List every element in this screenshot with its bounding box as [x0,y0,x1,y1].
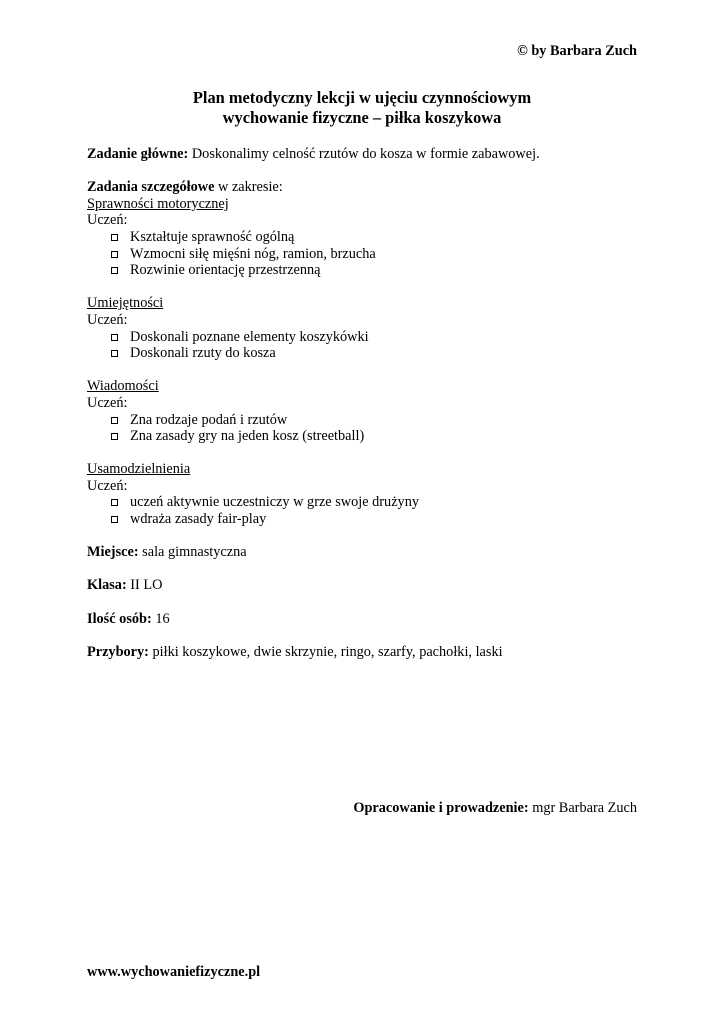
section-heading: Usamodzielnienia [87,461,191,478]
footer-website: www.wychowaniefizyczne.pl [87,964,261,980]
class-row [87,577,647,594]
place-row [87,544,647,561]
list-item-text: wdraża zasady fair-play [130,511,267,528]
checkbox-square-icon [111,350,118,357]
section-intro: Uczeń: [87,212,128,229]
list-item [108,428,647,445]
checkbox-square-icon [111,433,118,440]
list-item-text: Doskonali rzuty do kosza [130,345,276,362]
list-item-text: Wzmocni siłę mięśni nóg, ramion, brzucha [130,245,376,262]
author-name: mgr Barbara Zuch [528,800,637,816]
checkbox-square-icon [111,267,118,274]
section-motor-skills [87,196,647,279]
section-intro: Uczeń: [87,477,128,494]
people-count-value: 16 [151,610,170,627]
bullet-list [87,329,647,362]
bullet-list [87,494,647,527]
section-intro: Uczeń: [87,311,128,328]
author-line [353,800,637,817]
list-item [108,412,647,429]
title-line-1: Plan metodyczny lekcji w ujęciu czynnościowym [192,88,532,107]
checkbox-square-icon [111,499,118,506]
equipment-value: piłki koszykowe, dwie skrzynie, ringo, szarfy, pachołki, laski [148,643,503,660]
list-item [108,246,647,263]
list-item [108,345,647,362]
checkbox-square-icon [111,417,118,424]
checkbox-square-icon [111,516,118,523]
detailed-tasks [87,179,647,196]
place-value: sala gimnastyczna [138,544,247,561]
list-item [108,229,647,246]
list-item-text: Kształtuje sprawność ogólną [130,228,295,245]
copyright-notice: © by Barbara Zuch [517,43,637,59]
section-heading: Sprawności motorycznej [87,195,229,212]
bullet-list [87,229,647,279]
list-item-text: Doskonali poznane elementy koszykówki [130,328,369,345]
section-intro: Uczeń: [87,394,128,411]
bullet-list [87,412,647,445]
title-line-2: wychowanie fizyczne – piłka koszykowa [222,107,502,127]
author-label: Opracowanie i prowadzenie: [353,800,529,816]
class-label: Klasa: [87,577,127,594]
section-independence [87,461,647,527]
people-count-row [87,611,647,628]
checkbox-square-icon [111,334,118,341]
list-item-text: Zna zasady gry na jeden kosz (streetball) [130,428,365,445]
main-task-text: Doskonalimy celność rzutów do kosza w formie zabawowej. [188,146,540,162]
checkbox-square-icon [111,251,118,258]
detailed-tasks-label: Zadania szczegółowe [87,179,215,196]
list-item-text: Zna rodzaje podań i rzutów [130,411,288,428]
document-body [87,146,647,660]
equipment-label: Przybory: [87,643,149,660]
list-item-text: Rozwinie orientację przestrzenną [130,262,321,279]
section-heading: Umiejętności [87,295,164,312]
section-skills [87,295,647,361]
class-value: II LO [126,577,163,594]
main-task-label: Zadanie główne: [87,146,189,162]
list-item [108,329,647,346]
section-heading: Wiadomości [87,378,159,395]
list-item-text: uczeń aktywnie uczestniczy w grze swoje drużyny [130,494,419,511]
main-task [87,146,647,163]
list-item [108,494,647,511]
equipment-row [87,644,647,661]
checkbox-square-icon [111,234,118,241]
list-item [108,262,647,279]
detailed-tasks-text: w zakresie: [214,179,283,196]
list-item [108,511,647,528]
people-count-label: Ilość osób: [87,610,152,627]
section-knowledge [87,378,647,444]
document-title [0,88,724,127]
place-label: Miejsce: [87,544,139,561]
